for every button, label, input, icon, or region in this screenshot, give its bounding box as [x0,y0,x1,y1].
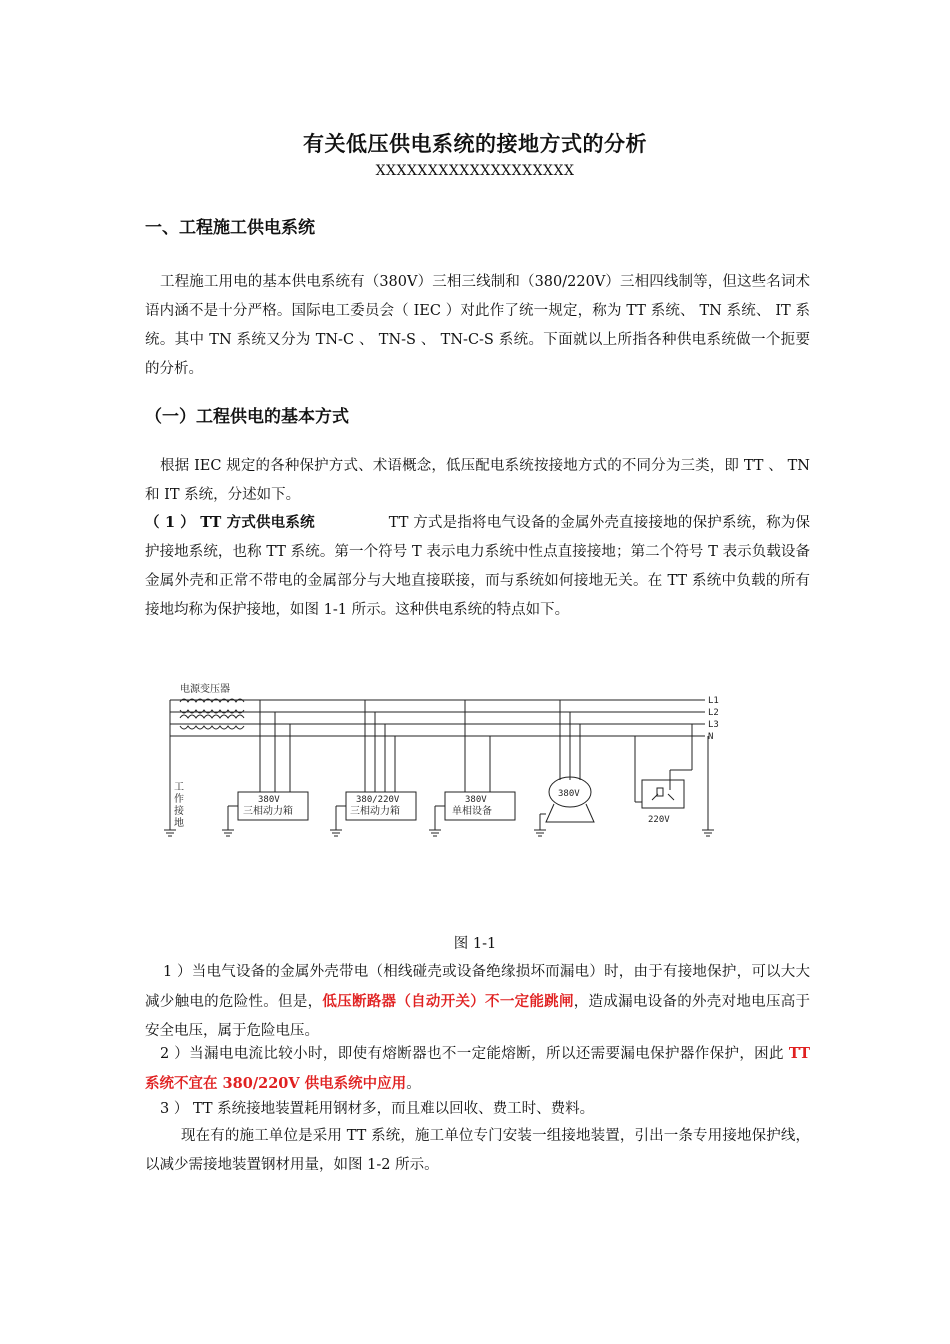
box3-voltage: 380V [465,795,487,805]
point-2-text-b: 。 [406,1076,421,1092]
box3-name: 单相设备 [452,806,492,817]
line-label-l3: L3 [708,720,719,730]
box2-name: 三相动力箱 [350,806,400,817]
point-2 [145,1039,810,1099]
line-label-l2: L2 [708,708,719,718]
ground-label-3: 接 [174,806,184,817]
point-1-text-b: ，造成漏电设备的外壳对地电压高于安全电压，属于危险电压。 [145,994,811,1039]
paragraph-closing: 现在有的施工单位是采用 TT 系统，施工单位专门安装一组接地装置，引出一条专用接地保护线，以减少需接地装置钢材用量，如图 1-2 所示。 [145,1128,810,1173]
working-ground-symbol [164,830,176,836]
paragraph-tt-system [145,508,810,625]
line-label-l1: L1 [708,696,719,706]
point-2-highlight: TT 系统不宜在 380/220V 供电系统中应用 [145,1045,810,1092]
transformer-label: 电源变压器 [180,684,230,695]
box2-voltage: 380/220V [356,795,400,805]
point-1-text-a: 1 ）当电气设备的金属外壳带电（相线碰壳或设备绝缘损坏而漏电）时，由于有接地保护，可以大大减少触电的危险性。但是， [145,964,810,1010]
tt-system-diagram [160,680,730,860]
paragraph-classification: 根据 IEC 规定的各种保护方式、术语概念，低压配电系统按接地方式的不同分为三类，即 TT 、 TN 和 IT 系统，分述如下。 [145,458,810,503]
ground-label-2: 作 [174,794,184,805]
ground-label-1: 工 [174,782,184,793]
motor-voltage: 380V [558,789,580,799]
author-line: XXXXXXXXXXXXXXXXXXX [375,163,575,179]
point-1-highlight: 低压断路器（自动开关）不一定能跳闸 [322,993,574,1010]
socket-voltage: 220V [648,815,670,825]
box1-voltage: 380V [258,795,280,805]
line-label-n: N [708,732,714,742]
tt-system-text: TT 方式是指将电气设备的金属外壳直接接地的保护系统，称为保护接地系统，也称 TT 系统。第一个符号 T 表示电力系统中性点直接接地；第二个符号 T 表示负载设备金属外壳和正常不带电的金属部分与大地直接联接，而与系统如何接地无关。在 TT 系统中负载的所有接地均称为保护接地，如图 1-1 所示。这种供电系统的特点如下。 [145,515,810,618]
point-3: 3 ） TT 系统接地装置耗用钢材多，而且难以回收、费工时、费料。 [160,1101,595,1117]
ground-label-4: 地 [174,818,184,829]
tt-system-lead: （ 1 ） TT 方式供电系统 [145,514,315,531]
section-heading-2: （一）工程供电的基本方式 [145,407,349,427]
point-1 [145,958,810,1046]
point-2-text-a: 2 ）当漏电电流比较小时，即使有熔断器也不一定能熔断，所以还需要漏电保护器作保护，困此 [160,1046,789,1062]
section-heading-1: 一、工程施工供电系统 [145,218,315,238]
box1-name: 三相动力箱 [243,806,293,817]
figure-caption: 图 1-1 [453,936,497,952]
paragraph-intro: 工程施工用电的基本供电系统有（380V）三相三线制和（380/220V）三相四线制等，但这些名词术语内涵不是十分严格。国际电工委员会（ IEC ）对此作了统一规定，称为 TT 系统、 TN 系统、 IT 系统。其中 TN 系统又分为 TN-C 、 TN-S 、 TN-C-S 系统。下面就以上所指各种供电系统做一个扼要的分析。 [145,274,810,377]
document-title: 有关低压供电系统的接地方式的分析 [303,132,647,156]
